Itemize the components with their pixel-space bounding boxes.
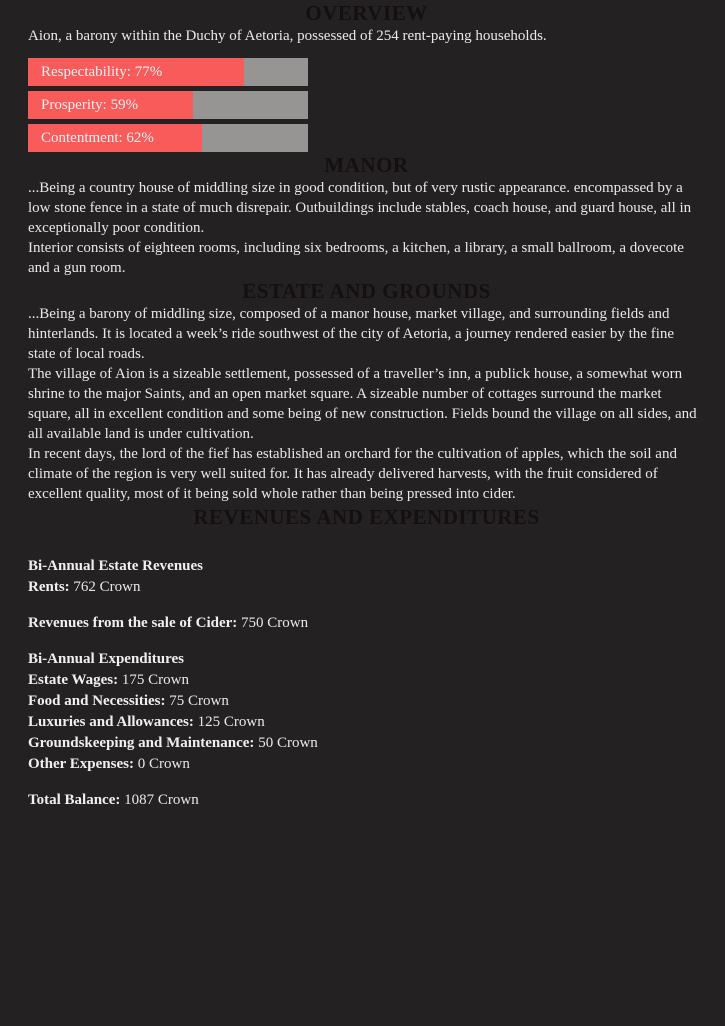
ledger-value: 750 Crown bbox=[241, 615, 309, 631]
ledger-line bbox=[28, 712, 705, 733]
manor-paragraph: Interior consists of eighteen rooms, including six bedrooms, a kitchen, a library, a small ballroom, a dovecote and a gun room. bbox=[28, 240, 684, 276]
ledger-line bbox=[28, 733, 705, 754]
stat-bar-contentment bbox=[28, 124, 308, 152]
ledger-line bbox=[28, 577, 705, 598]
stat-bar-prosperity bbox=[28, 91, 308, 119]
ledger-label: Total Balance: bbox=[28, 792, 121, 808]
stat-bar-respectability bbox=[28, 58, 308, 86]
ledger-label: Food and Necessities: bbox=[28, 693, 166, 709]
stat-bar-respectability-fill bbox=[28, 58, 244, 86]
overview-intro-text: Aion, a barony within the Duchy of Aetoria, possessed of 254 rent-paying households. bbox=[28, 28, 547, 44]
ledger-value: 75 Crown bbox=[169, 693, 229, 709]
ledger-group-revenues bbox=[28, 556, 705, 598]
estate-paragraph: ...Being a barony of middling size, composed of a manor house, market village, and surrounding fields and hinterlands. It is located a week’s ride southwest of the city of Aetoria, a journey rendered easier by the fine state of local roads. bbox=[28, 306, 675, 362]
ledger-group-total bbox=[28, 790, 705, 811]
stat-bar-prosperity-label: Prosperity: 59% bbox=[41, 97, 139, 113]
ledger-line bbox=[28, 613, 705, 634]
ledger-label: Luxuries and Allowances: bbox=[28, 714, 194, 730]
stat-bars bbox=[28, 58, 705, 152]
manor-paragraph: ...Being a country house of middling size in good condition, but of very rustic appearance. encompassed by a low stone fence in a state of much disrepair. Outbuildings include stables, coach house, and guard house, all in exceptionally poor condition. bbox=[28, 180, 692, 236]
ledger-value: 0 Crown bbox=[137, 756, 190, 772]
ledger-value: 50 Crown bbox=[258, 735, 318, 751]
revenues-expenditures-heading: REVENUES AND EXPENDITURES bbox=[193, 505, 540, 529]
estate-paragraph: In recent days, the lord of the fief has established an orchard for the cultivation of apples, which the soil and climate of the region is very well suited for. It has already delivered harvests, with the fruit considered of excellent quality, most of it being sold whole rather than being pressed into cider. bbox=[28, 446, 677, 502]
ledger-value: 762 Crown bbox=[73, 579, 141, 595]
stat-bar-contentment-label: Contentment: 62% bbox=[41, 130, 154, 146]
ledger-line bbox=[28, 790, 705, 811]
overview-heading: OVERVIEW bbox=[305, 1, 428, 25]
ledger-value: 1087 Crown bbox=[124, 792, 199, 808]
ledger-line bbox=[28, 691, 705, 712]
ledger-value: 175 Crown bbox=[121, 672, 189, 688]
ledger-line bbox=[28, 670, 705, 691]
manor-heading: MANOR bbox=[324, 153, 409, 177]
ledger-label: Groundskeeping and Maintenance: bbox=[28, 735, 255, 751]
estate-heading: ESTATE AND GROUNDS bbox=[242, 279, 491, 303]
estate-paragraph: The village of Aion is a sizeable settlement, possessed of a traveller’s inn, a publick house, a somewhat worn shrine to the major Saints, and an open market square. A sizeable number of cottages surround the market square, all in excellent condition and some being of new construction. Fields bound the village on all sides, and all available land is under cultivation. bbox=[28, 366, 697, 442]
ledger-label: Revenues from the sale of Cider: bbox=[28, 615, 238, 631]
ledger-label: Other Expenses: bbox=[28, 756, 134, 772]
stat-bar-contentment-fill bbox=[28, 124, 202, 152]
ledger-label: Bi-Annual Estate Revenues bbox=[28, 558, 204, 574]
ledger-label: Estate Wages: bbox=[28, 672, 119, 688]
ledger-group-expenditures bbox=[28, 649, 705, 775]
ledger-line bbox=[28, 556, 705, 577]
ledger-label: Rents: bbox=[28, 579, 70, 595]
ledger-label: Bi-Annual Expenditures bbox=[28, 651, 185, 667]
ledger-line bbox=[28, 649, 705, 670]
stat-bar-prosperity-fill bbox=[28, 91, 193, 119]
ledger-line bbox=[28, 754, 705, 775]
ledger-group-cider bbox=[28, 613, 705, 634]
ledger-value: 125 Crown bbox=[197, 714, 265, 730]
stat-bar-respectability-label: Respectability: 77% bbox=[41, 64, 163, 80]
